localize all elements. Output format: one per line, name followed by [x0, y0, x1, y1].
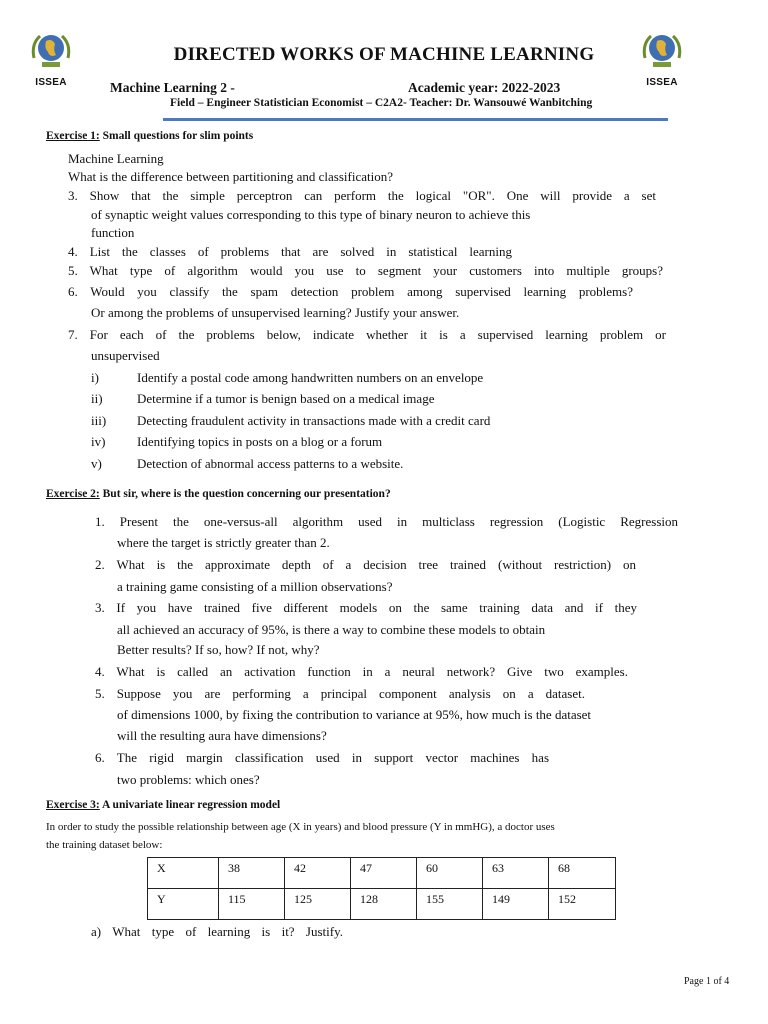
ex1-line: Machine Learning — [68, 151, 164, 166]
exercise2-label: Exercise 2: — [46, 488, 100, 500]
table-cell: 47 — [351, 858, 417, 889]
exercise2-heading — [46, 488, 391, 500]
ex2-line: two problems: which ones? — [117, 772, 260, 787]
ex2-line: of dimensions 1000, by fixing the contribution to variance at 95%, how much is the dataset — [117, 707, 592, 722]
subitem-text: Identifying topics in posts on a blog or a forum — [137, 434, 383, 449]
ex2-line: 3. If you have trained five different models on the same training data and if they — [95, 600, 637, 615]
ex2-line: all achieved an accuracy of 95%, is there a way to combine these models to obtain — [117, 622, 546, 637]
ex2-line: 5. Suppose you are performing a principal component analysis on a dataset. — [95, 686, 585, 701]
ex2-line: where the target is strictly greater than 2. — [117, 535, 330, 550]
ex1-line: 7. For each of the problems below, indicate whether it is a supervised learning problem or — [68, 327, 666, 342]
exercise3-intro: In order to study the possible relationship between age (X in years) and blood pressure (Y in mmHG), a doctor uses — [46, 821, 555, 833]
page-number: Page 1 of 4 — [684, 976, 730, 987]
subitem-num: i) — [91, 370, 99, 385]
subitem-num: ii) — [91, 391, 103, 406]
ex2-line: Better results? If so, how? If not, why? — [117, 642, 320, 657]
subitem-text: Detection of abnormal access patterns to a website. — [137, 456, 404, 471]
logo-text: ISSEA — [35, 77, 67, 88]
exercise1-heading — [46, 130, 253, 142]
ex2-line: 6. The rigid margin classification used in support vector machines has — [95, 750, 549, 765]
exercise1-label: Exercise 1: — [46, 130, 100, 142]
ex1-line: of synaptic weight values corresponding to this type of binary neuron to achieve this — [91, 207, 531, 222]
ex1-line: 5. What type of algorithm would you use to segment your customers into multiple groups? — [68, 263, 663, 278]
subitem-num: iv) — [91, 434, 106, 449]
logo-text: ISSEA — [646, 77, 678, 88]
table-cell: 155 — [417, 889, 483, 920]
course-name: Machine Learning 2 - — [110, 80, 235, 95]
ex2-line: 4. What is called an activation function in a neural network? Give two examples. — [95, 664, 628, 679]
ex1-line: 3. Show that the simple perceptron can perform the logical "OR". One will provide a set — [68, 188, 656, 203]
exercise3-intro: the training dataset below: — [46, 839, 163, 851]
subitem-text: Detecting fraudulent activity in transactions made with a credit card — [137, 413, 491, 428]
exercise2-title: But sir, where is the question concerning our presentation? — [99, 488, 391, 500]
table-cell: 149 — [483, 889, 549, 920]
table-cell: 38 — [219, 858, 285, 889]
ex1-line: 6. Would you classify the spam detection problem among supervised learning problems? — [68, 284, 633, 299]
ex1-line: function — [91, 225, 135, 240]
table-cell: 68 — [549, 858, 616, 889]
ex2-line: 1. Present the one-versus-all algorithm used in multiclass regression (Logistic Regression — [95, 514, 678, 529]
exercise1-title: Small questions for slim points — [99, 130, 254, 142]
table-header-cell: Y — [148, 889, 219, 920]
ex1-line: 4. List the classes of problems that are solved in statistical learning — [68, 244, 512, 259]
ex2-line: will the resulting aura have dimensions? — [117, 728, 327, 743]
header-divider — [163, 118, 668, 121]
subitem-text: Identify a postal code among handwritten numbers on an envelope — [137, 370, 484, 385]
table-cell: 63 — [483, 858, 549, 889]
table-row — [148, 889, 616, 920]
subitem-text: Determine if a tumor is benign based on a medical image — [137, 391, 435, 406]
table-cell: 152 — [549, 889, 616, 920]
ex2-line: 2. What is the approximate depth of a decision tree trained (without restriction) on — [95, 557, 636, 572]
ex1-line: Or among the problems of unsupervised learning? Justify your answer. — [91, 305, 460, 320]
page-title: DIRECTED WORKS OF MACHINE LEARNING — [173, 44, 595, 65]
academic-year: Academic year: 2022-2023 — [408, 80, 561, 95]
subitem-num: v) — [91, 456, 102, 471]
subitem-num: iii) — [91, 413, 107, 428]
table-cell: 115 — [219, 889, 285, 920]
exercise3-heading — [46, 799, 280, 811]
exercise3-label: Exercise 3: — [46, 799, 100, 811]
ex1-line: What is the difference between partitioning and classification? — [68, 169, 393, 184]
exercise3-title: A univariate linear regression model — [99, 799, 281, 811]
table-cell: 60 — [417, 858, 483, 889]
ex1-line: unsupervised — [91, 348, 160, 363]
table-row — [148, 858, 616, 889]
table-cell: 128 — [351, 889, 417, 920]
table-header-cell: X — [148, 858, 219, 889]
training-data-table — [147, 857, 616, 920]
field-line: Field – Engineer Statistician Economist – C2A2- Teacher: Dr. Wansouwé Wanbitching — [170, 97, 593, 109]
exercise3-question-a: a) What type of learning is it? Justify. — [91, 924, 343, 939]
table-cell: 125 — [285, 889, 351, 920]
table-cell: 42 — [285, 858, 351, 889]
ex2-line: a training game consisting of a million observations? — [117, 579, 393, 594]
